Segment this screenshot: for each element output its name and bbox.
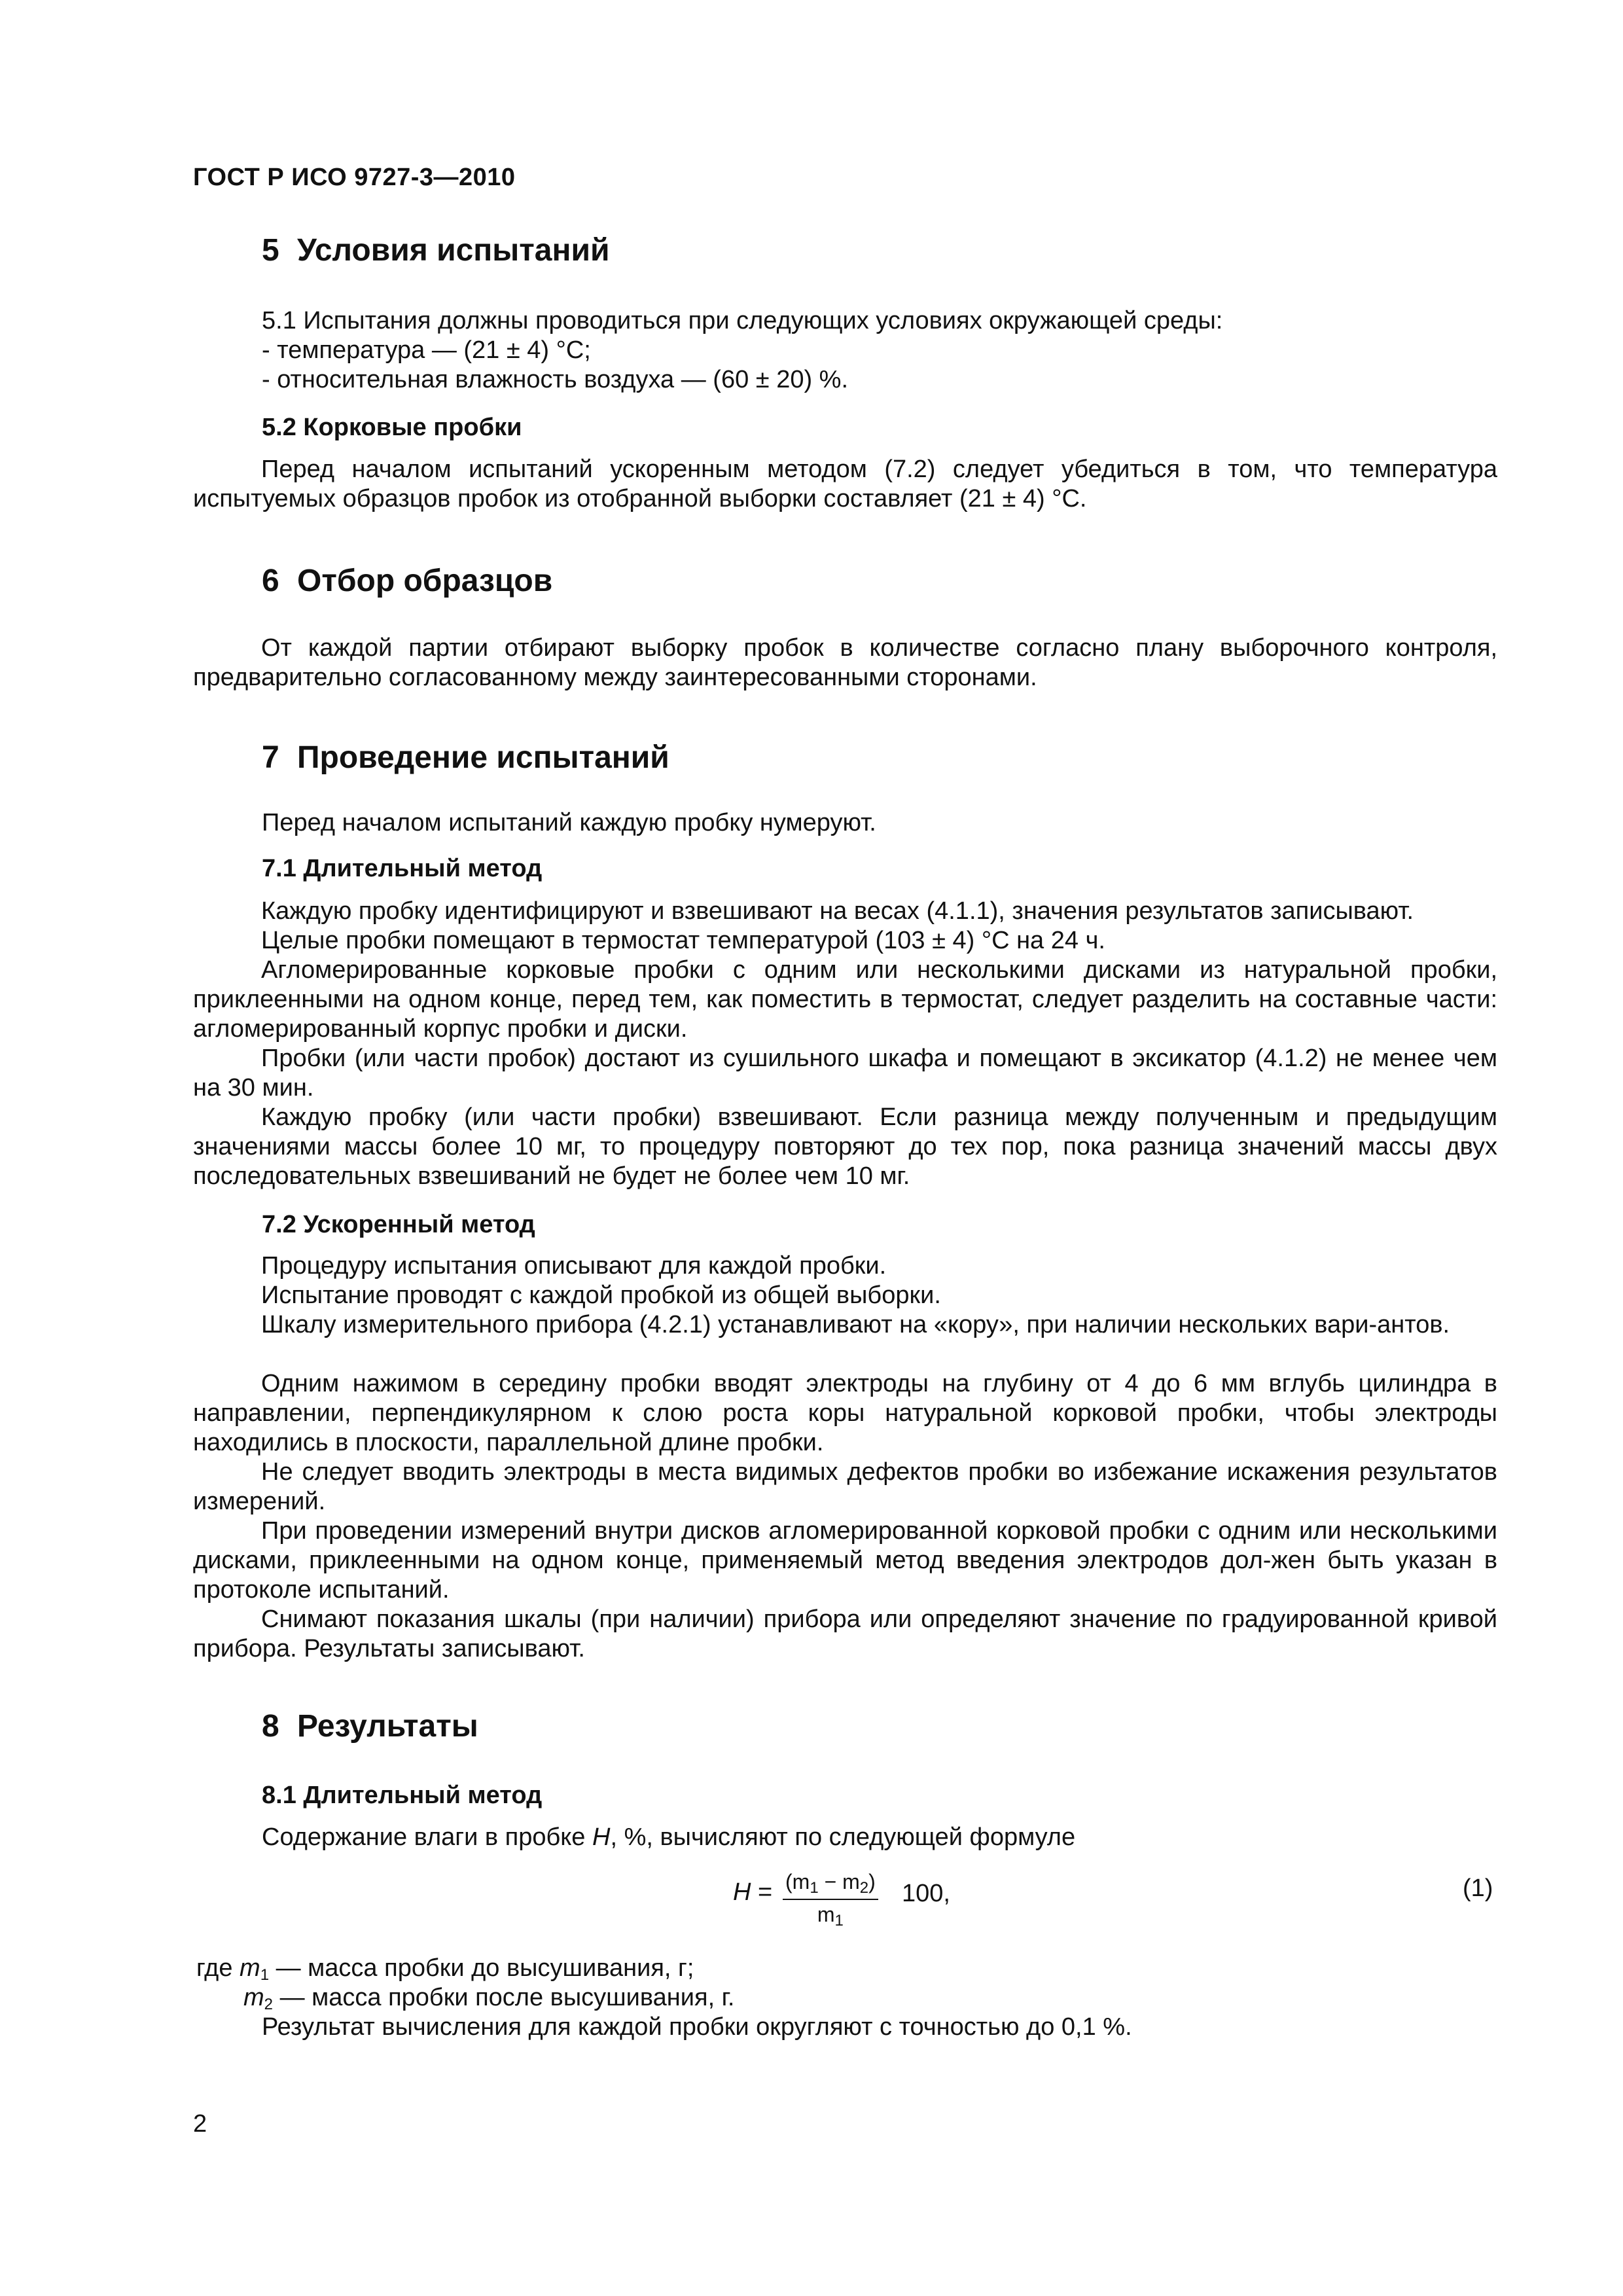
- clause-7-2-para-2: Испытание проводят с каждой пробкой из общей выборки.: [261, 1282, 941, 1309]
- clause-5-1-humidity: - относительная влажность воздуха — (60 ± 20) %.: [262, 366, 849, 393]
- section-title: Условия испытаний: [297, 233, 610, 268]
- intro-text: Содержание влаги в пробке: [262, 1823, 593, 1851]
- definition-m2: $m_2$ — масса пробки после высушивания, г.: [243, 1984, 735, 2013]
- clause-7-1-para-3: Агломерированные корковые пробки с одним или несколькими дисками из натуральной пробки, приклеенными на одном конце, перед тем, как поместить в термостат, следует разделить на составные части: агломерированный корпус пробки и диски.: [193, 956, 1497, 1043]
- clause-5-1-text: 5.1 Испытания должны проводиться при следующих условиях окружающей среды:: [262, 307, 1223, 334]
- section-number: 5: [262, 233, 279, 268]
- clause-7-1-para-4: Пробки (или части пробок) достают из сушильного шкафа и помещают в эксикатор (4.1.2) не менее чем на 30 мин.: [193, 1045, 1497, 1102]
- formula-1-factor: 100,: [902, 1880, 950, 1907]
- where-word: где: [196, 1954, 233, 1982]
- clause-7-2-para-4: Одним нажимом в середину пробки вводят электроды на глубину от 4 до 6 мм вглубь цилиндра в направлении, перпендикулярном к слою роста коры натуральной корковой пробки, чтобы электроды находились в плоскости, параллельной длине пробки.: [193, 1370, 1497, 1456]
- clause-5-1-temperature: - температура — (21 ± 4) °C;: [262, 336, 591, 364]
- clause-7-2-para-6: При проведении измерений внутри дисков агломерированной корковой пробки с одним или несколькими дисками, приклеенными на одном конце, применяемый метод введения электродов дол-жен быть указан в протоколе испытаний.: [193, 1517, 1497, 1604]
- equals-sign: =: [751, 1878, 773, 1906]
- clause-7-2-para-5: Не следует вводить электроды в места видимых дефектов пробки во избежание искажения результатов измерений.: [193, 1458, 1497, 1515]
- clause-7-2-para-7: Снимают показания шкалы (при наличии) прибора или определяют значение по градуированной кривой прибора. Результаты записывают.: [193, 1605, 1497, 1662]
- page-number: 2: [193, 2110, 207, 2138]
- section-number: 7: [262, 740, 279, 775]
- clause-7-1-para-5: Каждую пробку (или части пробки) взвешивают. Если разница между полученным и предыдущим значениями массы более 10 мг, то процедуру повторяют до тех пор, пока разница значений массы двух последовательных взвешиваний не будет не более чем 10 мг.: [193, 1103, 1497, 1190]
- formula-variable-h: H: [733, 1878, 751, 1906]
- clause-5-2-text: Перед началом испытаний ускоренным методом (7.2) следует убедиться в том, что температура испытуемых образцов пробок из отобранной выборки составляет (21 ± 4) °C.: [193, 456, 1497, 512]
- clause-7-1-para-1: Каждую пробку идентифицируют и взвешивают на весах (4.1.1), значения результатов записывают.: [261, 897, 1414, 925]
- definition-m1: где $m_1$ — масса пробки до высушивания, г;: [196, 1954, 694, 1984]
- section-title: Отбор образцов: [297, 564, 553, 598]
- formula-1-lhs: [733, 1878, 772, 1907]
- fraction-numerator: $(m_1 - m_2)$: [783, 1870, 878, 1900]
- section-8-heading: [262, 1708, 478, 1744]
- section-number: 8: [262, 1709, 279, 1744]
- section-7-intro: Перед началом испытаний каждую пробку нумеруют.: [262, 809, 876, 836]
- clause-7-1-heading: 7.1 Длительный метод: [262, 855, 543, 882]
- m2-description: — масса пробки после высушивания, г.: [273, 1984, 735, 2011]
- section-6-heading: [262, 563, 552, 599]
- clause-8-1-heading: 8.1 Длительный метод: [262, 1782, 543, 1809]
- clause-5-2-heading: 5.2 Корковые пробки: [262, 414, 522, 441]
- section-title: Проведение испытаний: [297, 740, 669, 775]
- section-6-text: От каждой партии отбирают выборку пробок в количестве согласно плану выборочного контроля, предварительно согласованному между заинтересованными сторонами.: [193, 634, 1497, 691]
- fraction-denominator: $m_1$: [817, 1903, 844, 1929]
- formula-1-number: (1): [1463, 1874, 1493, 1902]
- document-header: ГОСТ Р ИСО 9727-3—2010: [193, 164, 516, 191]
- clause-8-1-intro: [262, 1823, 1075, 1852]
- clause-7-2-para-3: Шкалу измерительного прибора (4.2.1) устанавливают на «кору», при наличии нескольких вари-антов.: [261, 1311, 1450, 1338]
- variable-m1: m: [240, 1954, 260, 1982]
- section-7-heading: [262, 740, 669, 776]
- clause-7-2-heading: 7.2 Ускоренный метод: [262, 1211, 535, 1238]
- intro-text-end: , %, вычисляют по следующей формуле: [610, 1823, 1076, 1851]
- clause-7-1-para-2: Целые пробки помещают в термостат температурой (103 ± 4) °C на 24 ч.: [261, 927, 1105, 954]
- formula-1-fraction: [783, 1870, 878, 1930]
- section-title: Результаты: [297, 1709, 478, 1744]
- section-number: 6: [262, 564, 279, 598]
- variable-m2: m: [243, 1984, 264, 2011]
- section-5-heading: [262, 232, 609, 268]
- clause-7-2-para-1: Процедуру испытания описывают для каждой пробки.: [261, 1252, 887, 1280]
- variable-h: H: [592, 1823, 611, 1851]
- m1-description: — масса пробки до высушивания, г;: [269, 1954, 694, 1982]
- rounding-note: Результат вычисления для каждой пробки округляют с точностью до 0,1 %.: [262, 2013, 1132, 2041]
